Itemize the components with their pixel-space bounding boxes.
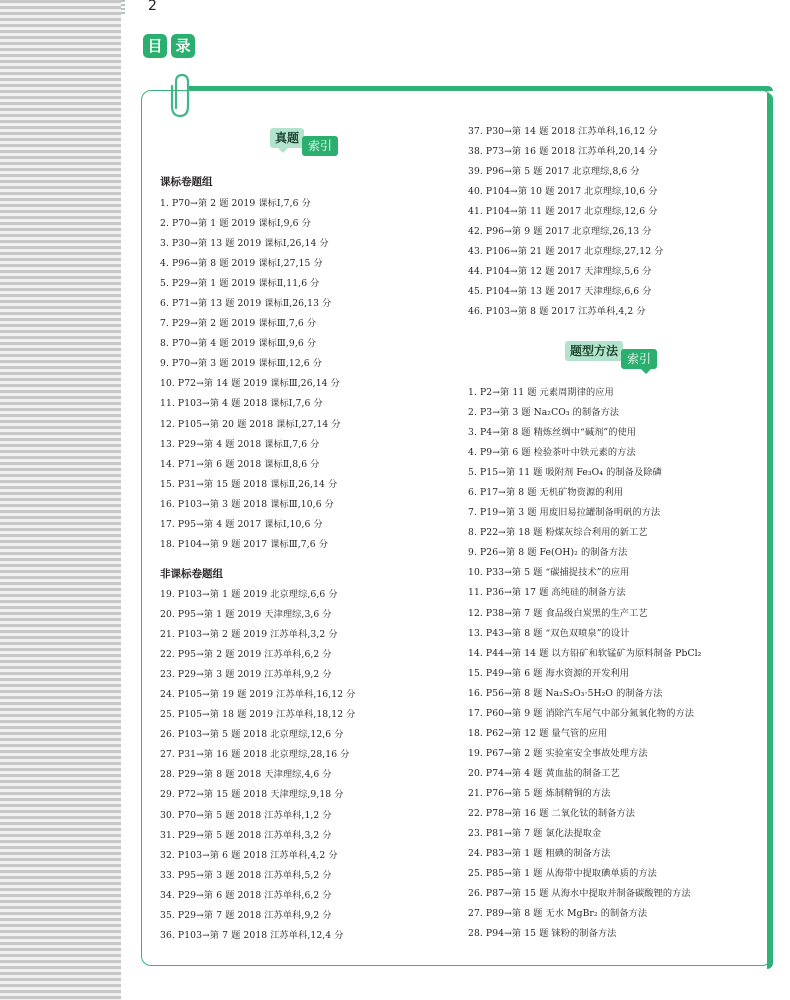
index-entry: 32. P103→第 6 题 2018 江苏单科,4,2 分 [160,849,338,861]
index-entry: 17. P60→第 9 题 消除汽车尾气中部分氮氧化物的方法 [468,707,695,719]
index-entry: 9. P70→第 3 题 2019 课标Ⅲ,12,6 分 [160,358,323,370]
index-entry: 12. P105→第 20 题 2018 课标Ⅰ,27,14 分 [160,418,341,430]
index-entry: 15. P31→第 15 题 2018 课标Ⅱ,26,14 分 [160,478,338,490]
index-entry: 33. P95→第 3 题 2018 江苏单科,5,2 分 [160,869,332,881]
tixing-badge-part1: 题型方法 [565,341,623,361]
index-entry: 23. P29→第 3 题 2019 江苏单科,9,2 分 [160,669,332,681]
index-entry: 11. P36→第 17 题 高纯硅的制备方法 [468,587,626,599]
index-entry: 26. P87→第 15 题 从海水中提取并制备碳酸锂的方法 [468,888,691,900]
index-entry: 16. P103→第 3 题 2018 课标Ⅲ,10,6 分 [160,498,334,510]
index-entry: 22. P78→第 16 题 二氧化钛的制备方法 [468,807,636,819]
index-entry: 13. P29→第 4 题 2018 课标Ⅱ,7,6 分 [160,438,320,450]
index-entry: 34. P29→第 6 题 2018 江苏单科,6,2 分 [160,889,332,901]
tixing-badge-part2: 索引 [621,349,657,369]
index-entry: 5. P15→第 11 题 吸附剂 Fe₃O₄ 的制备及除磷 [468,467,662,479]
index-entry: 26. P103→第 5 题 2018 北京理综,12,6 分 [160,729,344,741]
index-entry: 15. P49→第 6 题 海水资源的开发利用 [468,667,630,679]
index-entry: 41. P104→第 11 题 2017 北京理综,12,6 分 [468,206,658,218]
tixing-index-badge [565,341,675,371]
index-entry: 27. P89→第 8 题 无水 MgBr₂ 的制备方法 [468,908,648,920]
toc-title [143,34,195,58]
toc-title-char-1: 目 [143,34,167,58]
paperclip-icon [165,72,195,122]
index-entry: 3. P30→第 13 题 2019 课标Ⅰ,26,14 分 [160,238,329,250]
index-entry: 24. P83→第 1 题 粗碘的制备方法 [468,848,611,860]
index-entry: 30. P70→第 5 题 2018 江苏单科,1,2 分 [160,809,332,821]
index-entry: 8. P22→第 18 题 粉煤灰综合利用的新工艺 [468,527,648,539]
index-entry: 12. P38→第 7 题 食品级白炭黑的生产工艺 [468,607,648,619]
index-entry: 38. P73→第 16 题 2018 江苏单科,20,14 分 [468,146,658,158]
index-entry: 13. P43→第 8 题 “双色双喷泉”的设计 [468,627,630,639]
index-entry: 44. P104→第 12 题 2017 天津理综,5,6 分 [468,266,652,278]
index-entry: 20. P95→第 1 题 2019 天津理综,3,6 分 [160,609,332,621]
index-entry: 39. P96→第 5 题 2017 北京理综,8,6 分 [468,166,640,178]
index-entry: 43. P106→第 21 题 2017 北京理综,27,12 分 [468,246,664,258]
index-entry: 18. P62→第 12 题 量气管的应用 [468,727,608,739]
index-entry: 40. P104→第 10 题 2017 北京理综,10,6 分 [468,186,658,198]
index-entry: 22. P95→第 2 题 2019 江苏单科,6,2 分 [160,649,332,661]
index-entry: 7. P29→第 2 题 2019 课标Ⅲ,7,6 分 [160,318,317,330]
index-entry: 4. P9→第 6 题 检验茶叶中铁元素的方法 [468,447,636,459]
index-entry: 4. P96→第 8 题 2019 课标Ⅰ,27,15 分 [160,258,323,270]
index-entry: 6. P71→第 13 题 2019 课标Ⅱ,26,13 分 [160,298,332,310]
page-number: 2 [148,0,157,14]
index-entry: 7. P19→第 3 题 用废旧易拉罐制备明矾的方法 [468,507,661,519]
index-entry: 10. P72→第 14 题 2019 课标Ⅲ,26,14 分 [160,378,340,390]
index-entry: 24. P105→第 19 题 2019 江苏单科,16,12 分 [160,689,356,701]
index-entry: 21. P103→第 2 题 2019 江苏单科,3,2 分 [160,629,338,641]
index-entry: 36. P103→第 7 题 2018 江苏单科,12,4 分 [160,929,344,941]
zhenti-index-list-continued [468,122,663,322]
kebiao-index-list [160,194,341,555]
index-entry: 6. P17→第 8 题 无机矿物资源的利用 [468,487,624,499]
index-entry: 25. P105→第 18 题 2019 江苏单科,18,12 分 [160,709,356,721]
index-entry: 46. P103→第 8 题 2017 江苏单科,4,2 分 [468,306,646,318]
zhenti-index-badge [270,128,370,158]
badge-tail [641,369,651,374]
index-entry: 2. P3→第 3 题 Na₂CO₃ 的制备方法 [468,407,620,419]
index-entry: 9. P26→第 8 题 Fe(OH)₂ 的制备方法 [468,547,628,559]
index-entry: 19. P67→第 2 题 实验室安全事故处理方法 [468,747,648,759]
index-entry: 27. P31→第 16 题 2018 北京理综,28,16 分 [160,749,350,761]
index-entry: 1. P70→第 2 题 2019 课标Ⅰ,7,6 分 [160,198,311,209]
method-index-list [468,383,701,944]
index-entry: 37. P30→第 14 题 2018 江苏单科,16,12 分 [468,126,658,137]
feikebiao-group-heading: 非课标卷题组 [160,568,223,580]
index-entry: 11. P103→第 4 题 2018 课标Ⅰ,7,6 分 [160,398,323,410]
book-spine [0,0,121,1000]
index-entry: 16. P56→第 8 题 Na₂S₂O₃·5H₂O 的制备方法 [468,687,663,699]
zhenti-badge-part2: 索引 [302,136,338,156]
index-entry: 17. P95→第 4 题 2017 课标Ⅰ,10,6 分 [160,518,323,530]
index-entry: 23. P81→第 7 题 氯化法提取金 [468,828,602,840]
kebiao-group-heading: 课标卷题组 [160,176,213,188]
index-entry: 31. P29→第 5 题 2018 江苏单科,3,2 分 [160,829,332,841]
index-entry: 10. P33→第 5 题 “碳捕捉技术”的应用 [468,567,630,579]
index-entry: 45. P104→第 13 题 2017 天津理综,6,6 分 [468,286,652,298]
index-entry: 5. P29→第 1 题 2019 课标Ⅱ,11,6 分 [160,278,320,290]
index-entry: 14. P44→第 14 题 以方铅矿和软锰矿为原料制备 PbCl₂ [468,647,702,659]
index-entry: 25. P85→第 1 题 从海带中提取碘单质的方法 [468,868,657,880]
zhenti-badge-part1: 真题 [270,128,304,148]
index-entry: 14. P71→第 6 题 2018 课标Ⅱ,8,6 分 [160,458,320,470]
toc-title-char-2: 录 [171,34,195,58]
index-entry: 8. P70→第 4 题 2019 课标Ⅲ,9,6 分 [160,338,317,350]
index-entry: 20. P74→第 4 题 黄血盐的制备工艺 [468,767,620,779]
index-entry: 19. P103→第 1 题 2019 北京理综,6,6 分 [160,589,338,600]
badge-tail [278,148,288,153]
index-entry: 35. P29→第 7 题 2018 江苏单科,9,2 分 [160,909,332,921]
index-entry: 42. P96→第 9 题 2017 北京理综,26,13 分 [468,226,652,238]
feikebiao-index-list [160,585,355,946]
index-entry: 29. P72→第 15 题 2018 天津理综,9,18 分 [160,789,344,801]
index-entry: 28. P94→第 15 题 铼粉的制备方法 [468,928,617,940]
index-entry: 18. P104→第 9 题 2017 课标Ⅲ,7,6 分 [160,538,329,550]
index-entry: 1. P2→第 11 题 元素周期律的应用 [468,387,614,398]
index-entry: 21. P76→第 5 题 炼制精铜的方法 [468,787,611,799]
spine-edge [121,0,125,14]
index-entry: 28. P29→第 8 题 2018 天津理综,4,6 分 [160,769,332,781]
index-entry: 3. P4→第 8 题 精炼丝绸中“碱剂”的使用 [468,427,637,439]
index-entry: 2. P70→第 1 题 2019 课标Ⅰ,9,6 分 [160,218,311,230]
